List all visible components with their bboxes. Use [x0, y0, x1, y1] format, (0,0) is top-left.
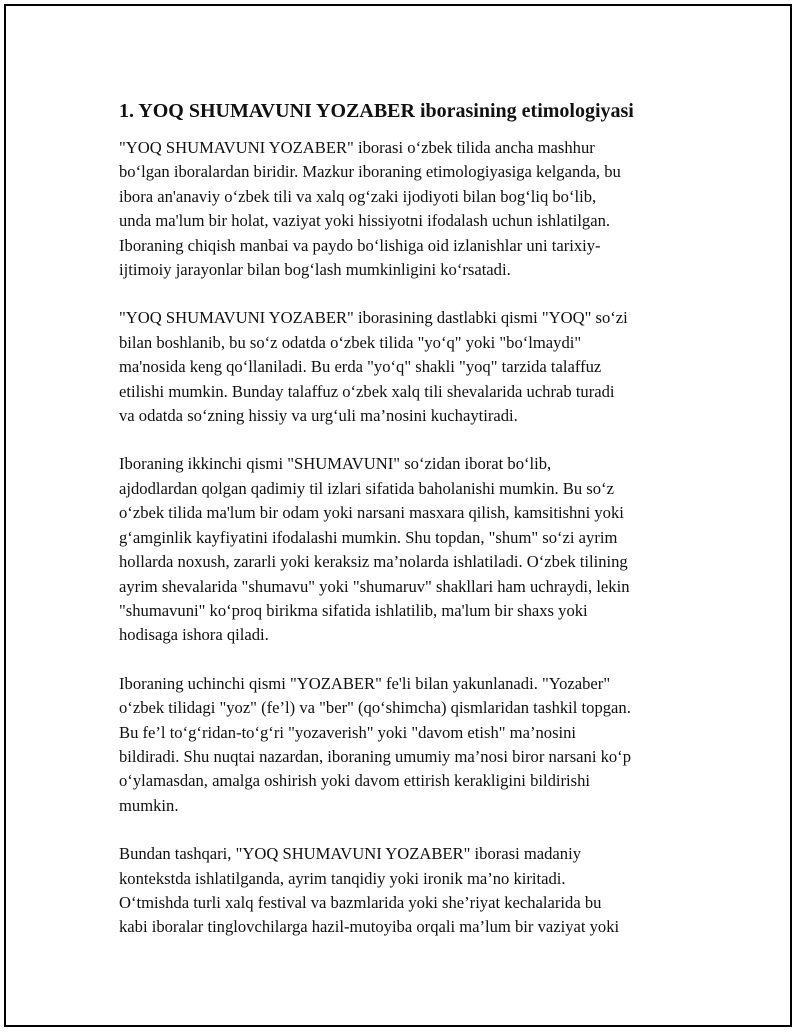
paragraph-4: Iboraning uchinchi qismi "YOZABER" fe'li bilan yakunlanadi. "Yozaber" o‘zbek tilidagi "yoz" (fe’l) va "ber" (qo‘shimcha) qismlaridan tashkil topgan. Bu fe’l to‘g‘ridan-to‘g‘ri "yozaverish" yoki "davom etish" ma’nosini bildiradi. Shu nuqtai nazardan, iboraning umumiy ma’nosi biror narsani ko‘p o‘ylamasdan, amalga oshirish yoki davom ettirish kerakligini bildirishi mumkin.	[119, 673, 631, 815]
paragraph-5: Bundan tashqari, "YOQ SHUMAVUNI YOZABER" iborasi madaniy kontekstda ishlatilganda, ayrim tanqidiy yoki ironik ma’no kiritadi. O‘tmishda turli xalq festival va bazmlarida yoki she’riyat kechalarida bu kabi iboralar tinglovchilarga hazil-mutoyiba orqali ma’lum bir vaziyat yoki	[119, 844, 620, 937]
paragraph-3: Iboraning ikkinchi qismi "SHUMAVUNI" so‘zidan iborat bo‘lib, ajdodlardan qolgan qadimiy til izlari sifatida baholanishi mumkin. Bu so‘z o‘zbek tilida ma'lum bir odam yoki narsani masxara qilish, kamsitishni yoki g‘amginlik kayfiyatini ifodalashi mumkin. Shu topdan, "shum" so‘zi ayrim hollarda noxush, zararli yoki keraksiz ma’nolarda ishlatiladi. O‘zbek tilining ayrim shevalarida "shumavu" yoki "shumaruv" shakllari ham uchraydi, lekin "shumavuni" ko‘proq birikma sifatida ishlatilib, ma'lum bir shaxs yoki hodisaga ishora qiladi.	[119, 454, 630, 645]
page-frame	[4, 4, 792, 1027]
document-body	[119, 98, 699, 964]
paragraph-1: "YOQ SHUMAVUNI YOZABER" iborasi o‘zbek tilida ancha mashhur bo‘lgan iboralardan biridir. Mazkur iboraning etimologiyasiga kelganda, bu ibora an'anaviy o‘zbek tili va xalq og‘zaki ijodiyoti bilan bog‘liq bo‘lib, unda ma'lum bir holat, vaziyat yoki hissiyotni ifodalash uchun ishlatilgan. Iboraning chiqish manbai va paydo bo‘lishiga oid izlanishlar uni tarixiy- ijtimoiy jarayonlar bilan bog‘lash mumkinligini ko‘rsatadi.	[119, 138, 621, 280]
paragraph-2: "YOQ SHUMAVUNI YOZABER" iborasining dastlabki qismi "YOQ" so‘zi bilan boshlanib, bu so‘z odatda o‘zbek tilida "yo‘q" yoki "bo‘lmaydi" ma'nosida keng qo‘llaniladi. Bu erda "yo‘q" shakli "yoq" tarzida talaffuz etilishi mumkin. Bunday talaffuz o‘zbek xalq tili shevalarida uchrab turadi va odatda so‘zning hissiy va urg‘uli ma’nosini kuchaytiradi.	[119, 308, 628, 426]
section-heading: 1. YOQ SHUMAVUNI YOZABER iborasining etimologiyasi	[119, 100, 634, 122]
